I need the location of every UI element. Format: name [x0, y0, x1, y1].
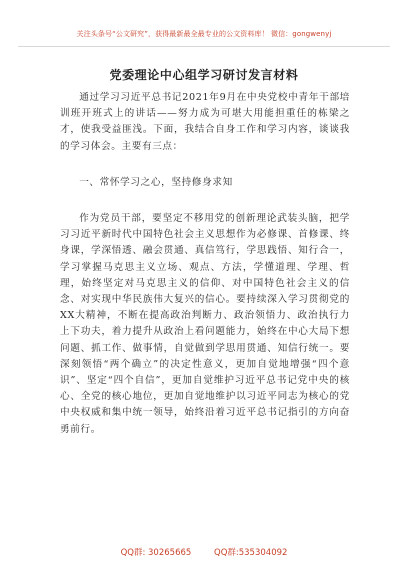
footer: [0, 546, 408, 566]
document-title: 党委理论中心组学习研讨发言材料: [109, 68, 299, 82]
header-bar: [18, 0, 390, 47]
section-heading: 一、常怀学习之心，坚持修身求知: [79, 176, 233, 188]
section-paragraph: 作为党员干部，要坚定不移用党的创新理论武装头脑，把学习习近平新时代中国特色社会主义思想作为必修课、首修课、终身课，学深悟透、融会贯通、真信笃行，学思践悟、知行合一，学习掌握马克思主义立场、观点、方法，学懂道理、学理、哲理，始终坚定对马克思主义的信仰、对中国特色社会主义的信念、对实现中华民族伟大复兴的信心。要持续深入学习贯彻党的XX大精神，不断在提高政治判断力、政治领悟力、政治执行力上下功夫，着力提升从政治上看问题能力，始终在中心大局下想问题、抓工作、做事情，自觉做到学思用贯通、知信行统一。要深刻领悟“两个确立”的决定性意义，更加自觉地增强“四个意识”、坚定“四个自信”，更加自觉维护习近平总书记党中央的核心、全党的核心地位，更加自觉地维护以习近平同志为核心的党中央权威和集中统一领导，始终沿着习近平总书记指引的方向奋勇前行。: [60, 213, 350, 435]
footer-qq-group-2: QQ群:535304092: [214, 548, 288, 558]
footer-qq-group-1: QQ群: 30265665: [120, 548, 192, 558]
header-promo-text: 关注头条号“公文研究”，获得最新最全最专业的公文资料库！ 微信：gongwenyj: [76, 30, 332, 38]
intro-paragraph: 通过学习习近平总书记2021年9月在中央党校中青年干部培训班开班式上的讲话——努力成为可堪大用能担重任的栋梁之才，使我受益匪浅。下面，我结合自身工作和学习内容，谈谈我的学习体会。主要有三点：: [60, 92, 350, 152]
document-body: [60, 90, 350, 438]
